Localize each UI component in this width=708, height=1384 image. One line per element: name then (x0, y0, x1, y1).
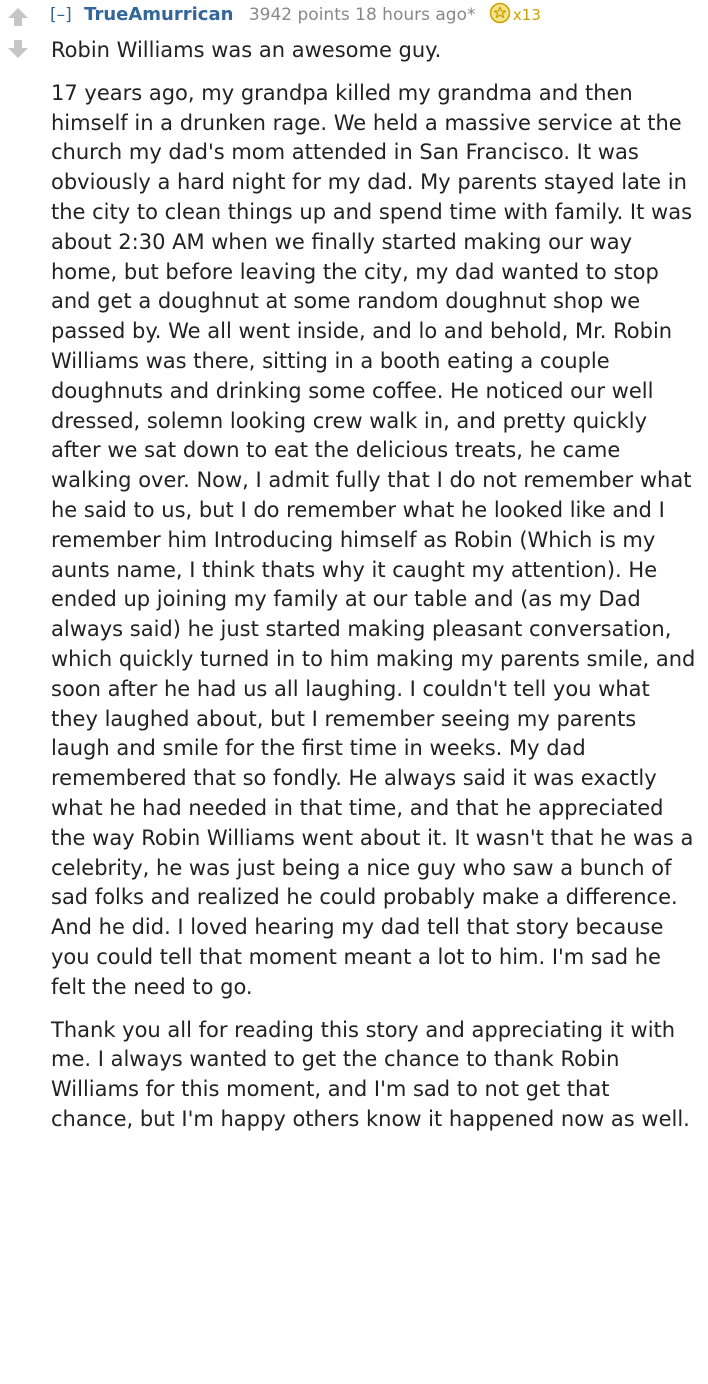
comment-paragraph: Robin Williams was an awesome guy. (51, 38, 442, 62)
downvote-arrow-icon[interactable] (6, 36, 30, 60)
vote-column (6, 6, 30, 60)
comment-score: 3942 points (248, 5, 350, 25)
comment-entry (51, 0, 696, 1135)
comment-paragraph: 17 years ago, my grandpa killed my grandma and then himself in a drunken rage. We held a massive service at the church my dad's mom attended in San Francisco. It was obviously a hard night for my dad. My parents stayed late in the city to clean things up and spend time with family. It was about 2:30 AM when we finally started making our way home, but before leaving the city, my dad wanted to stop and get a doughnut at some random doughnut shop we passed by. We all went inside, and lo and behold, Mr. Robin Williams was there, sitting in a booth eating a couple doughnuts and drinking some coffee. He noticed our well dressed, solemn looking crew walk in, and pretty quickly after we sat down to eat the delicious treats, he came walking over. Now, I admit fully that I do not remember what he said to us, but I do remember what he looked like and I remember him Introducing himself as Robin (Which is my aunts name, I think thats why it caught my attention). He ended up joining my family at our table and (as my Dad always said) he just started making pleasant conversation, which quickly turned in to him making my parents smile, and soon after he had us all laughing. I couldn't tell you what they laughed about, but I remember seeing my parents laugh and smile for the first time in weeks. My dad remembered that so fondly. He always said it was exactly what he had needed in that time, and that he appreciated the way Robin Williams went about it. It wasn't that he was a celebrity, he was just being a nice guy who saw a bunch of sad folks and realized he could probably make a difference. And he did. I loved hearing my dad tell that story because you could tell that moment meant a lot to him. I'm sad he felt the need to go. (51, 80, 696, 999)
comment-time: 18 hours ago (355, 5, 467, 25)
comment-tagline (51, 0, 696, 30)
comment-body (51, 36, 696, 1135)
gild-count: x13 (512, 6, 541, 24)
comment-paragraph: Thank you all for reading this story and appreciating it with me. I always wanted to get the chance to thank Robin Williams for this moment, and I'm sad to not get that chance, but I'm happy others know it happened now as well. (51, 1017, 690, 1131)
gold-award-icon (489, 2, 511, 24)
collapse-toggle[interactable]: [–] (50, 5, 72, 25)
author-link[interactable]: TrueAmurrican (84, 4, 234, 25)
upvote-arrow-icon[interactable] (6, 6, 30, 30)
edited-mark: * (467, 5, 476, 25)
